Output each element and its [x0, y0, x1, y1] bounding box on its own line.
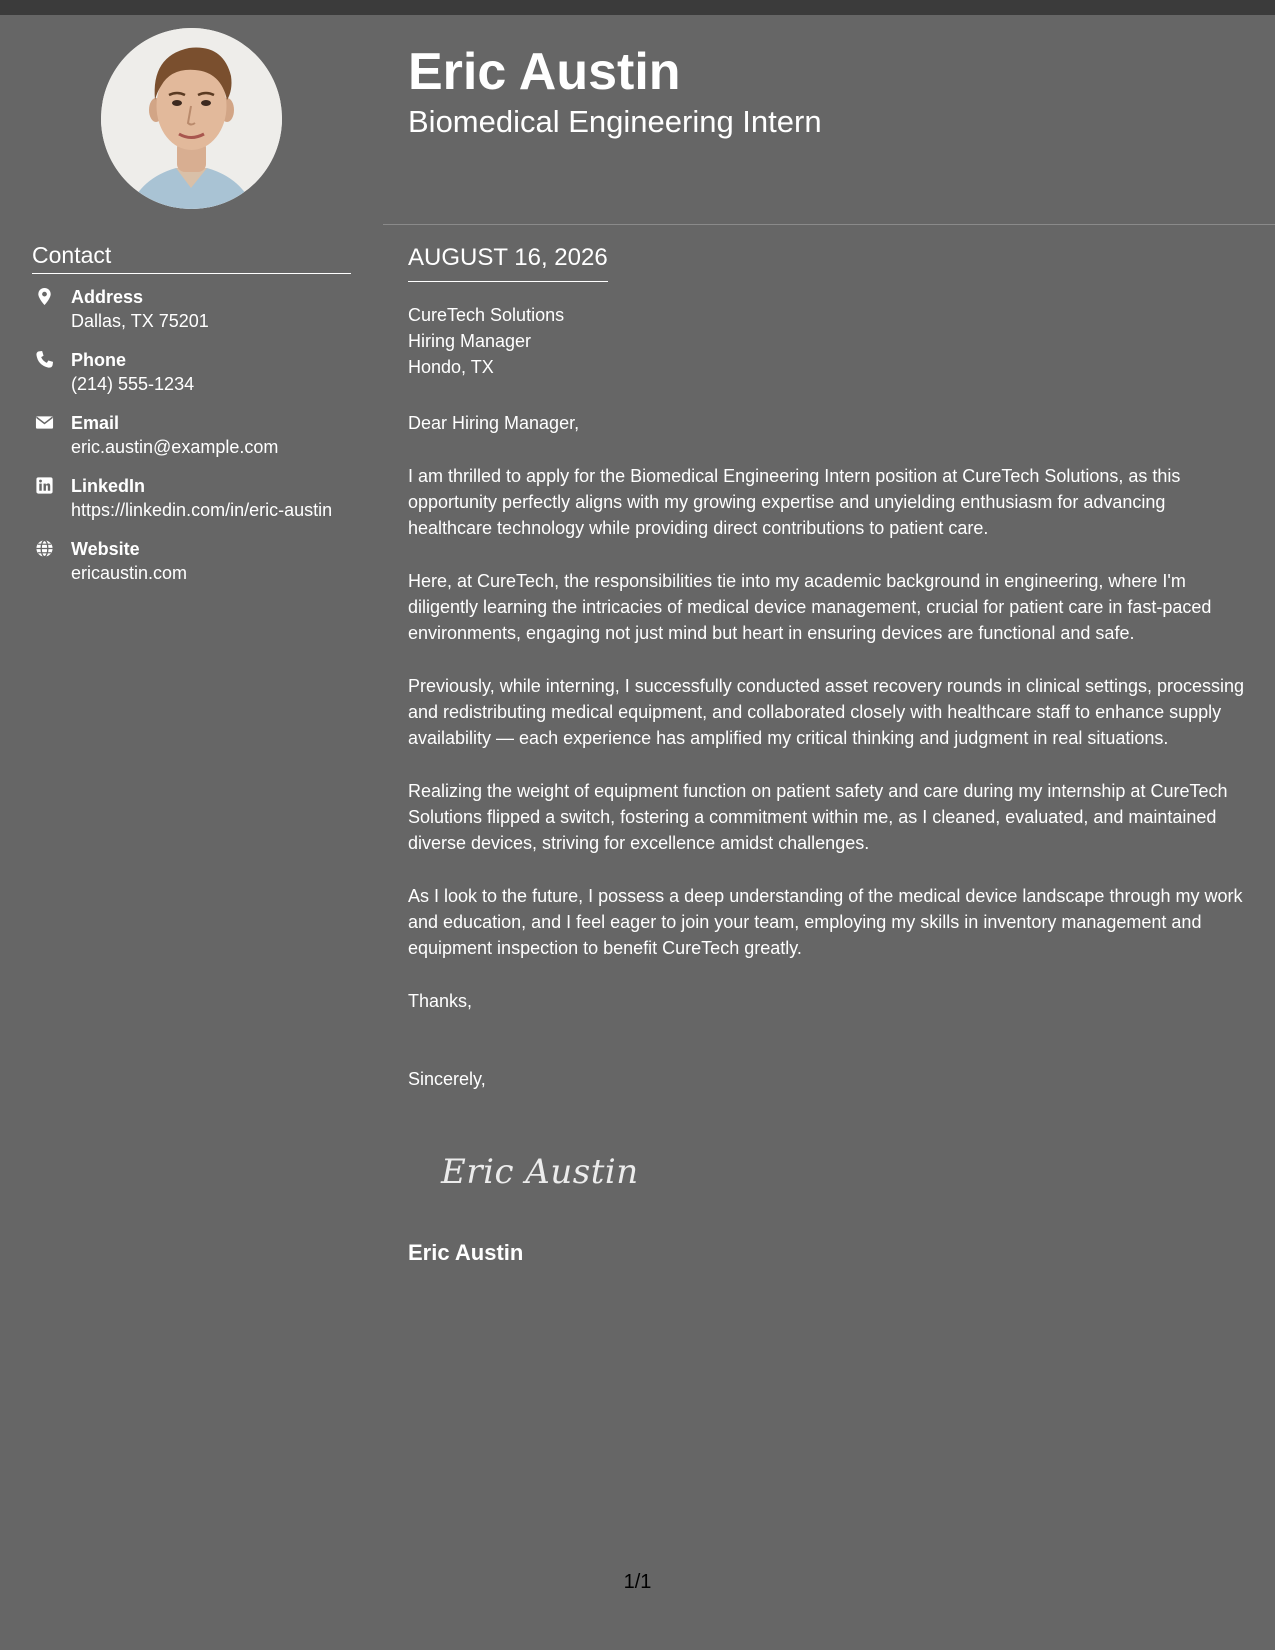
letter-paragraph: Here, at CureTech, the responsibilities tie into my academic background in engineering, where I'm diligently learning the intricacies of medical device management, crucial for patient care in fast-paced environments, engaging not just mind but heart in ensuring devices are functional and safe. — [408, 571, 1212, 643]
letter-paragraph: As I look to the future, I possess a deep understanding of the medical device landscape through my work and education, and I feel eager to join your team, employing my skills in inventory management and equipment inspection to benefit CureTech greatly. — [408, 886, 1243, 958]
signer-name: Eric Austin — [408, 1240, 524, 1265]
contact-value: Dallas, TX 75201 — [71, 311, 209, 331]
recipient-location: Hondo, TX — [408, 357, 494, 377]
header-divider — [383, 224, 1275, 225]
recipient-company: CureTech Solutions — [408, 305, 565, 325]
letter-paragraph: I am thrilled to apply for the Biomedical Engineering Intern position at CureTech Solutions, as this opportunity perfectly aligns with my growing expertise and unyielding enthusiasm for advancing healthcare technology while providing direct contributions to patient care. — [408, 466, 1181, 538]
contact-item-website — [32, 537, 352, 585]
contact-heading: Contact — [32, 241, 351, 274]
recipient-role: Hiring Manager — [408, 331, 532, 351]
handwritten-signature: Eric Austin — [441, 1152, 639, 1192]
recipient-block — [408, 302, 564, 380]
profile-photo — [101, 28, 282, 209]
page-number: 1/1 — [623, 1571, 652, 1593]
contact-item-phone — [32, 348, 352, 396]
contact-value[interactable]: https://linkedin.com/in/eric-austin — [71, 500, 333, 520]
letter-paragraph: Previously, while interning, I successfully conducted asset recovery rounds in clinical settings, processing and redistributing medical equipment, and collaborated closely with healthcare staff to enhance supply availability — each experience has amplified my critical thinking and judgment in real situations. — [408, 676, 1245, 748]
avatar — [101, 28, 282, 209]
candidate-name: Eric Austin — [408, 43, 681, 101]
job-title: Biomedical Engineering Intern — [408, 104, 822, 139]
sidebar — [0, 15, 384, 1650]
contact-list — [32, 285, 352, 600]
envelope-icon — [35, 413, 54, 432]
contact-item-address — [32, 285, 352, 333]
closing-line: Sincerely, — [408, 1069, 486, 1089]
thanks-line: Thanks, — [408, 991, 473, 1011]
contact-value: (214) 555-1234 — [71, 374, 195, 394]
contact-item-email — [32, 411, 352, 459]
contact-label: LinkedIn — [71, 476, 146, 496]
letter-paragraph: Realizing the weight of equipment function on patient safety and care during my internship at CureTech Solutions flipped a switch, fostering a commitment within me, as I cleaned, evaluated, and maintained diverse devices, striving for excellence amidst challenges. — [408, 781, 1228, 853]
contact-item-linkedin — [32, 474, 352, 522]
top-bar — [0, 0, 1275, 15]
contact-label: Email — [71, 413, 120, 433]
letter-date: AUGUST 16, 2026 — [408, 243, 608, 282]
map-pin-icon — [35, 287, 54, 306]
contact-value[interactable]: ericaustin.com — [71, 563, 188, 583]
contact-label: Website — [71, 539, 140, 559]
salutation: Dear Hiring Manager, — [408, 413, 580, 433]
contact-value: eric.austin@example.com — [71, 437, 279, 457]
contact-label: Phone — [71, 350, 127, 370]
contact-label: Address — [71, 287, 144, 307]
phone-icon — [35, 350, 54, 369]
globe-icon — [35, 539, 54, 558]
linkedin-icon — [35, 476, 54, 495]
letter-body — [408, 410, 1253, 1119]
